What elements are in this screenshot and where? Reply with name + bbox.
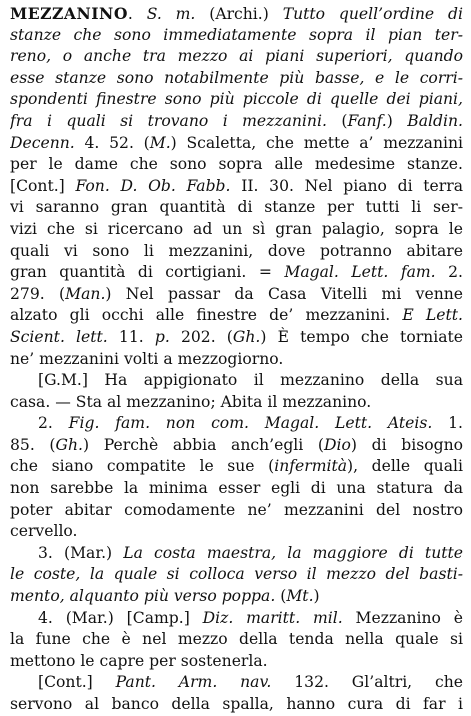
text-segment: Pant. Arm. nav. (115, 673, 272, 692)
text-segment: Mt. (286, 587, 314, 606)
text-segment: p. (154, 327, 170, 346)
text-line (10, 521, 463, 543)
text-segment: reno, o anche tra mezzo ai piani superiori, quando (10, 47, 463, 66)
text-line (10, 349, 463, 371)
text-segment: fra i quali si trovano i mezzanini. (10, 111, 327, 130)
text-segment: ) di bisogno (350, 435, 463, 454)
text-segment: Magal. Lett. fam. (284, 263, 436, 282)
text-segment: 4. (Mar.) [Camp.] (38, 608, 203, 627)
text-line (10, 543, 463, 565)
text-line (10, 89, 463, 111)
text-segment: (Archi.) (195, 5, 283, 23)
text-segment: ) (313, 587, 320, 606)
text-segment: . (127, 5, 147, 23)
text-segment: ), delle quali (347, 457, 463, 476)
text-line (10, 672, 463, 694)
text-segment: Baldin. (407, 111, 463, 130)
text-segment: mento, alquanto più verso poppa. (10, 587, 276, 606)
text-segment: La costa maestra, la maggiore di tutte (123, 543, 463, 562)
text-segment: Gh. (55, 435, 83, 454)
text-segment: vizi che si ricercano ad un sì gran palagio, sopra le (10, 219, 463, 238)
text-line (10, 219, 463, 241)
text-line (10, 46, 463, 68)
text-line (10, 500, 463, 522)
text-segment: Mezzanino è (342, 608, 463, 627)
text-segment: [Cont.] (10, 176, 76, 195)
text-line (10, 154, 463, 176)
text-segment: Diz. maritt. mil. (202, 608, 343, 627)
text-segment: [Cont.] (38, 673, 116, 692)
text-segment: gran quantità di cortigiani. = (10, 263, 285, 282)
text-segment: ( (275, 587, 287, 606)
text-segment: quali vi sono li mezzanini, dove potranno abitare (10, 241, 463, 260)
text-segment: che siano compatite le sue ( (10, 457, 275, 476)
text-segment: stanze che sono immediatamente sopra il pian ter- (10, 25, 463, 44)
text-line (10, 413, 463, 435)
text-line (10, 478, 463, 500)
text-line (10, 241, 463, 263)
dictionary-entry-mezzanino (10, 3, 463, 716)
text-segment: M. (149, 133, 171, 152)
text-segment: 2. (38, 414, 69, 433)
text-segment: alzato gli occhi alle finestre de’ mezzanini. (10, 306, 403, 325)
text-segment: ) Perchè abbia anch’egli ( (83, 435, 325, 454)
text-line (10, 68, 463, 90)
text-line (10, 327, 463, 349)
text-segment: Gh. (232, 327, 261, 346)
text-segment: ) Nel passar da Casa Vitelli mi venne (105, 284, 463, 303)
text-segment: S. m. (146, 5, 196, 23)
text-segment: 4. 52. ( (74, 133, 150, 152)
text-segment: non sarebbe la minima esser egli di una statura da (10, 479, 463, 498)
text-segment: vi saranno gran quantità di stanze per tutti li ser- (10, 198, 463, 217)
text-segment: 85. ( (10, 435, 56, 454)
text-segment: Scient. lett. (10, 327, 108, 346)
text-segment: Tutto quell’ordine di (282, 5, 463, 23)
text-segment: 3. (Mar.) (38, 543, 124, 562)
text-segment: ) È tempo che torniate (260, 327, 463, 346)
text-segment: esse stanze sono notabilmente più basse, e le corri- (10, 68, 463, 87)
text-line (10, 564, 463, 586)
text-line (10, 651, 463, 673)
text-segment: ) Scaletta, che mette a’ mezzanini (170, 133, 463, 152)
text-segment: le coste, la quale si colloca verso il mezzo del basti- (10, 565, 463, 584)
text-line (10, 305, 463, 327)
text-segment: ne’ mezzanini volti a mezzogiorno. (10, 349, 284, 368)
text-line (10, 111, 463, 133)
text-line (10, 435, 463, 457)
text-segment: 279. ( (10, 284, 66, 303)
text-segment: ) (386, 111, 408, 130)
text-line (10, 629, 463, 651)
text-line (10, 694, 463, 716)
text-segment: per le dame che sono sopra alle medesime stanze. (10, 155, 463, 174)
text-line (10, 176, 463, 198)
text-segment: infermità (274, 457, 348, 476)
text-segment: Dio (324, 435, 351, 454)
text-segment: Fanf. (347, 111, 387, 130)
text-segment: 202. ( (169, 327, 233, 346)
text-segment: la fune che è nel mezzo della tenda nella quale si (10, 630, 463, 649)
text-segment: spondenti finestre sono più piccole di quelle dei piani, (10, 90, 463, 109)
text-segment: [G.M.] Ha appigionato il mezzanino della sua (38, 371, 463, 390)
text-line (10, 284, 463, 306)
text-line (10, 133, 463, 155)
text-segment: 2. (435, 263, 463, 282)
text-line (10, 370, 463, 392)
headword: MEZZANINO (10, 4, 128, 23)
text-segment: 132. Gl’altri, che (271, 673, 463, 692)
text-segment: 1. (432, 414, 463, 433)
text-segment: Decenn. (10, 133, 75, 152)
text-segment: servono al banco della spalla, hanno cura di far i (10, 695, 463, 713)
text-segment: E Lett. (402, 306, 463, 325)
text-line (10, 3, 463, 25)
text-line (10, 262, 463, 284)
text-line (10, 608, 463, 630)
text-segment: ( (326, 111, 348, 130)
text-segment: Man. (65, 284, 106, 303)
text-line (10, 456, 463, 478)
text-segment: cervello. (10, 522, 78, 541)
text-line (10, 197, 463, 219)
text-segment: poter abitar comodamente ne’ mezzanini del nostro (10, 500, 463, 519)
text-segment: casa. — Sta al mezzanino; Abita il mezzanino. (10, 392, 372, 411)
text-segment: 11. (107, 327, 155, 346)
text-segment: Fon. D. Ob. Fabb. (75, 176, 231, 195)
text-segment: mettono le capre per sostenerla. (10, 651, 268, 670)
text-segment: II. 30. Nel piano di terra (230, 176, 463, 195)
text-segment: Fig. fam. non com. Magal. Lett. Ateis. (68, 414, 433, 433)
text-line (10, 586, 463, 608)
text-line (10, 392, 463, 414)
text-line (10, 25, 463, 47)
